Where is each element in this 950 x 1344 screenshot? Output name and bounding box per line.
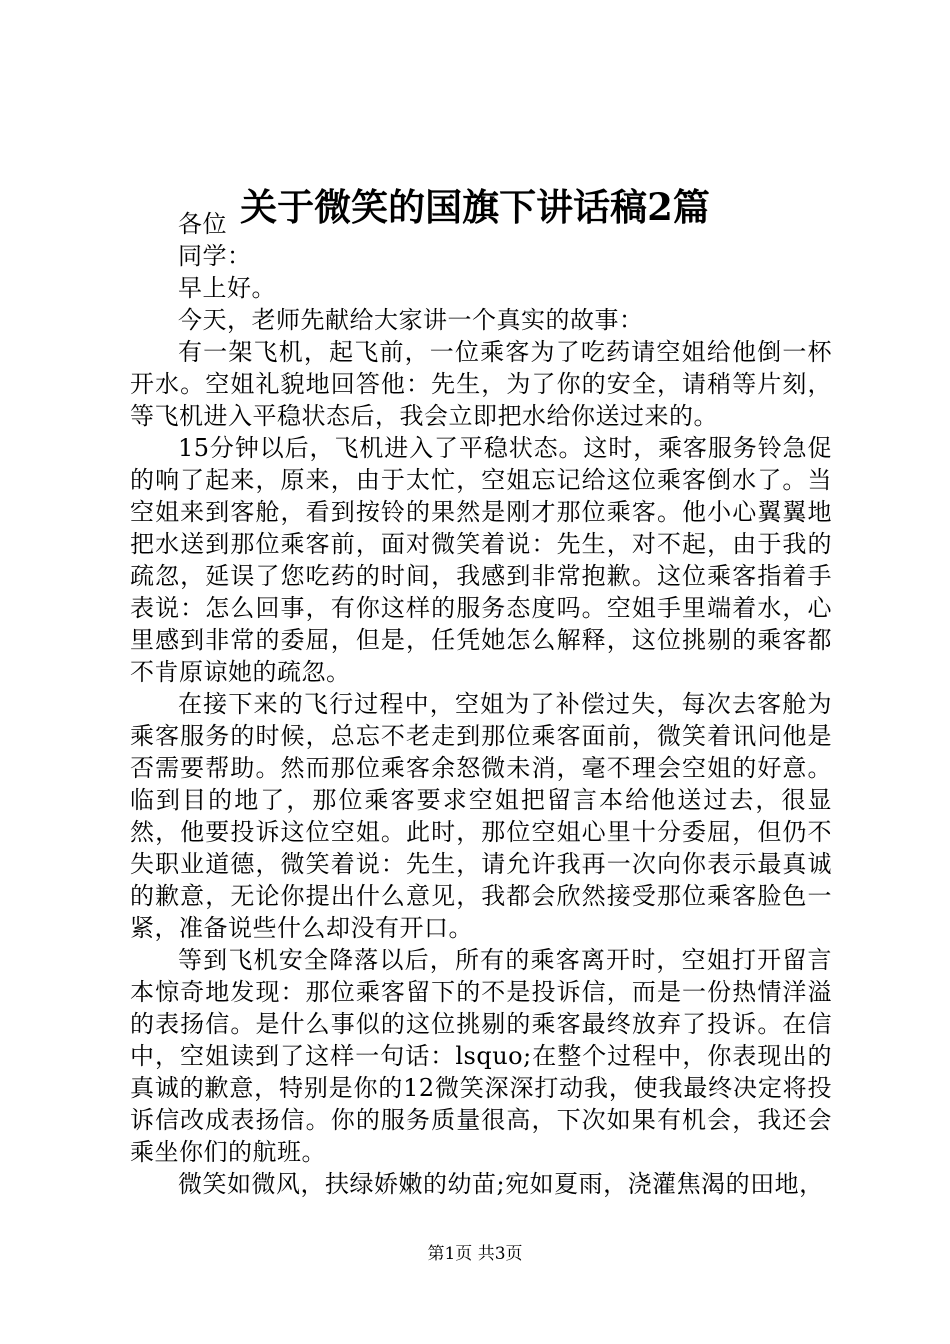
paragraph: 有一架飞机，起飞前，一位乘客为了吃药请空姐给他倒一杯开水。空姐礼貌地回答他：先生，为了你的安全，请稍等片刻，等飞机进入平稳状态后，我会立即把水给你送过来的。: [130, 338, 832, 430]
page-footer: [0, 1243, 950, 1265]
page-total: 共3页: [477, 1244, 523, 1264]
paragraph: 15分钟以后，飞机进入了平稳状态。这时，乘客服务铃急促的响了起来，原来，由于太忙，空姐忘记给这位乘客倒水了。当空姐来到客舱，看到按铃的果然是刚才那位乘客。他小心翼翼地把水送到那位乘客前，面对微笑着说：先生，对不起，由于我的疏忽，延误了您吃药的时间，我感到非常抱歉。这位乘客指着手表说：怎么回事，有你这样的服务态度吗。空姐手里端着水，心里感到非常的委屈，但是，任凭她怎么解释，这位挑剔的乘客都不肯原谅她的疏忽。: [130, 434, 832, 686]
page-number: 第1页: [427, 1244, 473, 1264]
document-title: 关于微笑的国旗下讲话稿2篇: [240, 185, 710, 229]
document-body: [130, 208, 832, 1200]
paragraph: 等到飞机安全降落以后，所有的乘客离开时，空姐打开留言本惊奇地发现：那位乘客留下的不是投诉信，而是一份热情洋溢的表扬信。是什么事似的这位挑剔的乘客最终放弃了投诉。在信中，空姐读到了这样一句话：lsquo;在整个过程中，你表现出的真诚的歉意，特别是你的12微笑深深打动我，使我最终决定将投诉信改成表扬信。你的服务质量很高，下次如果有机会，我还会乘坐你们的航班。: [130, 946, 832, 1166]
paragraph: 微笑如微风，扶绿娇嫩的幼苗;宛如夏雨，浇灌焦渴的田地，: [178, 1170, 824, 1198]
paragraph: 在接下来的飞行过程中，空姐为了补偿过失，每次去客舱为乘客服务的时候，总忘不老走到那位乘客面前，微笑着讯问他是否需要帮助。然而那位乘客余怒微未消，毫不理会空姐的好意。临到目的地了，那位乘客要求空姐把留言本给他送过去，很显然，他要投诉这位空姐。此时，那位空姐心里十分委屈，但仍不失职业道德，微笑着说：先生，请允许我再一次向你表示最真诚的歉意，无论你提出什么意见，我都会欣然接受那位乘客脸色一紧，准备说些什么却没有开口。: [130, 690, 832, 942]
paragraph: 今天，老师先献给大家讲一个真实的故事：: [178, 306, 644, 334]
paragraph: 同学：: [178, 242, 252, 270]
paragraph: 早上好。: [178, 274, 276, 302]
paragraph: 各位: [178, 210, 227, 238]
